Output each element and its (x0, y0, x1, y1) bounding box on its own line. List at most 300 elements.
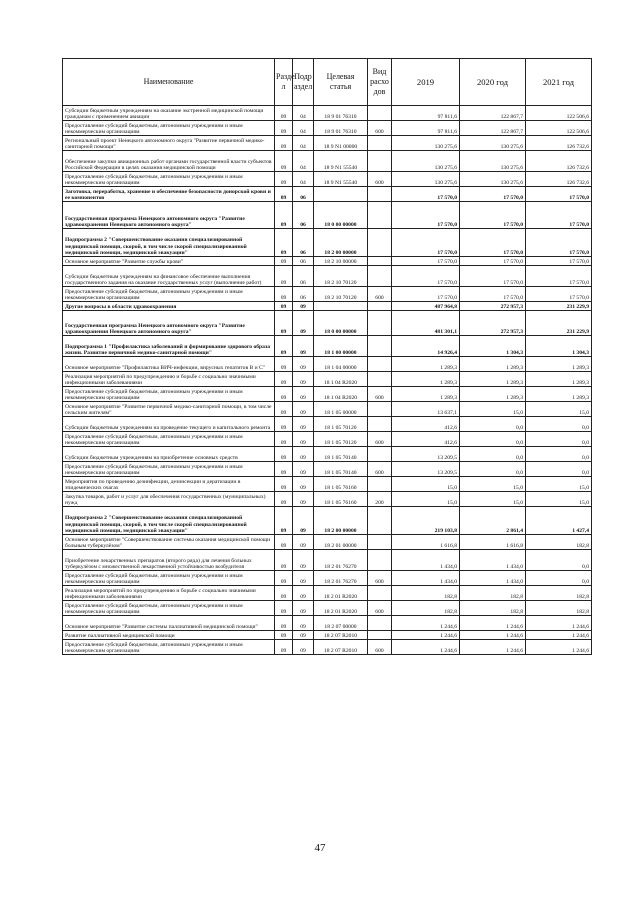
table-row (63, 311, 592, 336)
row-target-item: 18 2 10 00000 (314, 257, 368, 266)
table-row (63, 492, 592, 507)
row-target-item: 18 1 05 76160 (314, 492, 368, 507)
row-podrazdel: 09 (293, 640, 314, 655)
row-razdel: 09 (275, 601, 293, 616)
row-value-2021: 15,0 (526, 492, 592, 507)
row-target-item: 18 2 01 R2020 (314, 586, 368, 601)
page-number: 47 (314, 842, 326, 854)
table-row (63, 121, 592, 136)
row-razdel: 09 (275, 447, 293, 462)
row-name: Основное мероприятие "Развитие первичной медико-санитарной помощи, в том числе сельским жителям" (63, 402, 275, 417)
row-value-2019: 17 570,0 (392, 202, 460, 229)
row-value-2020: 1 434,0 (460, 571, 526, 586)
row-value-2019: 1 289,3 (392, 372, 460, 387)
row-razdel: 09 (275, 202, 293, 229)
row-value-2020: 0,0 (460, 417, 526, 432)
row-name: Приобретение лекарственных препаратов (второго ряда) для лечения больных туберкулёзом с множественной лекарственной устойчивостью возбудителя (63, 550, 275, 571)
table-row (63, 106, 592, 121)
row-podrazdel: 04 (293, 106, 314, 121)
row-expense-type (368, 550, 392, 571)
row-razdel: 09 (275, 631, 293, 640)
row-expense-type (368, 417, 392, 432)
row-razdel: 09 (275, 106, 293, 121)
row-target-item: 18 2 00 00000 (314, 507, 368, 535)
col-header-2020: 2020 год (460, 59, 526, 106)
row-expense-type (368, 257, 392, 266)
row-value-2021: 17 570,0 (526, 287, 592, 302)
table-row (63, 229, 592, 257)
row-value-2019: 17 570,0 (392, 229, 460, 257)
row-razdel: 09 (275, 432, 293, 447)
table-row (63, 172, 592, 187)
row-value-2021: 1 289,3 (526, 372, 592, 387)
row-name: Мероприятия по проведению дезинфекции, дезинсекции и дератизации в эпидемических очагах (63, 477, 275, 492)
row-podrazdel: 09 (293, 447, 314, 462)
row-value-2019: 130 275,6 (392, 172, 460, 187)
row-razdel: 09 (275, 287, 293, 302)
row-expense-type (368, 372, 392, 387)
table-row (63, 372, 592, 387)
row-name: Основное мероприятие "Профилактика ВИЧ-инфекции, вирусных гепатитов В и С" (63, 357, 275, 372)
row-expense-type (368, 311, 392, 336)
row-value-2020: 182,8 (460, 601, 526, 616)
row-expense-type (368, 266, 392, 287)
table-row (63, 571, 592, 586)
row-value-2021: 17 570,0 (526, 229, 592, 257)
row-value-2020: 0,0 (460, 462, 526, 477)
row-value-2021: 17 570,0 (526, 187, 592, 202)
row-value-2021: 17 570,0 (526, 257, 592, 266)
row-target-item: 18 0 00 00000 (314, 311, 368, 336)
row-expense-type: 600 (368, 571, 392, 586)
col-header-2019: 2019 (392, 59, 460, 106)
row-razdel: 09 (275, 187, 293, 202)
row-value-2021: 0,0 (526, 447, 592, 462)
col-header-target-item: Целевая статья (314, 59, 368, 106)
table-row (63, 302, 592, 311)
row-name: Заготовка, переработка, хранение и обеспечение безопасности донорской крови и ее компонентов (63, 187, 275, 202)
row-name: Реализация мероприятий по предупреждению и борьбе с социально значимыми инфекционными заболеваниями (63, 586, 275, 601)
row-value-2020: 1 244,6 (460, 640, 526, 655)
row-target-item: 18 9 01 76310 (314, 106, 368, 121)
table-row (63, 151, 592, 172)
row-value-2019: 1 434,0 (392, 571, 460, 586)
budget-table (62, 58, 592, 655)
row-podrazdel: 09 (293, 492, 314, 507)
row-expense-type: 600 (368, 432, 392, 447)
row-expense-type (368, 357, 392, 372)
row-value-2019: 1 244,6 (392, 616, 460, 631)
row-target-item: 18 9 01 76310 (314, 121, 368, 136)
row-expense-type: 600 (368, 287, 392, 302)
table-row (63, 202, 592, 229)
row-name: Предоставление субсидий бюджетным, автономным учреждениям и иным некоммерческим организациям (63, 387, 275, 402)
row-value-2020: 0,0 (460, 432, 526, 447)
row-name: Предоставление субсидий бюджетным, автономным учреждениям и иным некоммерческим организациям (63, 462, 275, 477)
row-value-2021: 126 732,6 (526, 151, 592, 172)
table-row (63, 477, 592, 492)
row-razdel: 09 (275, 311, 293, 336)
row-podrazdel: 09 (293, 417, 314, 432)
row-value-2019: 15,0 (392, 492, 460, 507)
row-value-2020: 2 861,4 (460, 507, 526, 535)
row-expense-type (368, 447, 392, 462)
row-target-item: 18 2 07 R2010 (314, 640, 368, 655)
row-value-2021: 0,0 (526, 417, 592, 432)
row-value-2019: 1 289,3 (392, 357, 460, 372)
row-value-2019: 17 570,0 (392, 257, 460, 266)
row-target-item: 18 2 10 70120 (314, 266, 368, 287)
row-value-2020: 182,8 (460, 586, 526, 601)
row-razdel: 09 (275, 136, 293, 151)
row-razdel: 09 (275, 507, 293, 535)
row-value-2021: 1 244,6 (526, 640, 592, 655)
row-value-2020: 1 304,3 (460, 336, 526, 357)
row-target-item: 18 1 05 70120 (314, 417, 368, 432)
row-value-2019: 412,6 (392, 432, 460, 447)
row-podrazdel: 09 (293, 357, 314, 372)
row-value-2019: 15,0 (392, 477, 460, 492)
row-value-2021: 15,0 (526, 477, 592, 492)
table-row (63, 631, 592, 640)
table-row (63, 601, 592, 616)
row-value-2019: 17 570,0 (392, 287, 460, 302)
row-razdel: 09 (275, 550, 293, 571)
row-name: Государственная программа Ненецкого автономного округа "Развитие здравоохранения Ненецкого автономного округа" (63, 311, 275, 336)
row-razdel: 09 (275, 492, 293, 507)
row-expense-type (368, 402, 392, 417)
row-value-2021: 182,8 (526, 535, 592, 550)
row-target-item (314, 187, 368, 202)
row-podrazdel: 09 (293, 432, 314, 447)
row-podrazdel: 06 (293, 257, 314, 266)
row-value-2019: 17 570,0 (392, 187, 460, 202)
row-name: Предоставление субсидий бюджетным, автономным учреждениям и иным некоммерческим организациям (63, 601, 275, 616)
row-expense-type (368, 507, 392, 535)
row-value-2019: 182,8 (392, 586, 460, 601)
row-target-item: 18 2 00 00000 (314, 229, 368, 257)
row-value-2019: 130 275,6 (392, 151, 460, 172)
row-value-2021: 1 244,6 (526, 631, 592, 640)
row-expense-type: 200 (368, 492, 392, 507)
row-value-2021: 17 570,0 (526, 266, 592, 287)
row-razdel: 09 (275, 229, 293, 257)
row-podrazdel: 09 (293, 477, 314, 492)
row-razdel: 09 (275, 477, 293, 492)
row-value-2019: 97 811,6 (392, 121, 460, 136)
row-target-item: 18 1 05 00000 (314, 402, 368, 417)
row-razdel: 09 (275, 616, 293, 631)
row-razdel: 09 (275, 462, 293, 477)
row-podrazdel: 04 (293, 136, 314, 151)
row-name: Предоставление субсидий бюджетным, автономным учреждениям и иным некоммерческим организациям (63, 172, 275, 187)
row-razdel: 09 (275, 357, 293, 372)
row-expense-type (368, 106, 392, 121)
row-value-2019: 13 209,5 (392, 447, 460, 462)
row-value-2019: 130 275,6 (392, 136, 460, 151)
row-podrazdel: 04 (293, 121, 314, 136)
row-podrazdel: 09 (293, 550, 314, 571)
row-name: Основное мероприятие "Совершенствование системы оказания медицинской помощи больным туберкулёзом" (63, 535, 275, 550)
row-name: Субсидии бюджетным учреждениям на финансовое обеспечение выполнения государственного задания на оказание государственных услуг (выполнение работ) (63, 266, 275, 287)
row-razdel: 09 (275, 387, 293, 402)
row-value-2020: 15,0 (460, 402, 526, 417)
row-podrazdel: 09 (293, 535, 314, 550)
row-podrazdel: 06 (293, 287, 314, 302)
row-podrazdel: 09 (293, 586, 314, 601)
row-name: Субсидии бюджетным учреждениям на проведение текущего и капитального ремонта (63, 417, 275, 432)
row-podrazdel: 09 (293, 571, 314, 586)
row-value-2021: 1 304,3 (526, 336, 592, 357)
row-target-item: 18 2 01 R2020 (314, 601, 368, 616)
row-podrazdel: 09 (293, 302, 314, 311)
row-name: Подпрограмма 2 "Совершенствование оказания специализированной медицинской помощи, скорой, в том числе скорой специализированной медицинской помощи, медицинской эвакуации" (63, 507, 275, 535)
row-value-2020: 17 570,0 (460, 287, 526, 302)
row-target-item: 18 2 07 00000 (314, 616, 368, 631)
row-value-2021: 17 570,0 (526, 202, 592, 229)
row-razdel: 09 (275, 257, 293, 266)
row-value-2021: 1 289,3 (526, 357, 592, 372)
row-value-2019: 1 244,6 (392, 640, 460, 655)
row-value-2020: 1 434,0 (460, 550, 526, 571)
row-expense-type (368, 202, 392, 229)
row-name: Предоставление субсидий бюджетным, автономным учреждениям и иным некоммерческим организациям (63, 121, 275, 136)
table-row (63, 336, 592, 357)
row-razdel: 09 (275, 372, 293, 387)
row-name: Субсидии бюджетным учреждениям на оказание экстренной медицинской помощи гражданам с применением авиации (63, 106, 275, 121)
row-name: Другие вопросы в области здравоохранения (63, 302, 275, 311)
table-row (63, 640, 592, 655)
row-value-2020: 1 289,3 (460, 387, 526, 402)
row-expense-type (368, 302, 392, 311)
row-expense-type: 600 (368, 121, 392, 136)
row-value-2019: 1 244,6 (392, 631, 460, 640)
col-header-expense-type: Вид расхо дов (368, 59, 392, 106)
row-podrazdel: 04 (293, 172, 314, 187)
row-podrazdel: 06 (293, 229, 314, 257)
row-target-item: 18 2 01 00000 (314, 535, 368, 550)
row-value-2021: 0,0 (526, 571, 592, 586)
row-name: Подпрограмма 2 "Совершенствование оказания специализированной медицинской помощи, скорой, в том числе скорой специализированной медицинской помощи, медицинской эвакуации" (63, 229, 275, 257)
row-value-2020: 1 244,6 (460, 631, 526, 640)
row-expense-type (368, 631, 392, 640)
row-value-2020: 1 244,6 (460, 616, 526, 631)
row-value-2019: 13 209,5 (392, 462, 460, 477)
row-expense-type (368, 586, 392, 601)
row-target-item: 18 1 05 76160 (314, 477, 368, 492)
row-value-2020: 1 289,3 (460, 372, 526, 387)
row-expense-type (368, 136, 392, 151)
table-row (63, 616, 592, 631)
row-name: Основное мероприятие "Развитие системы паллиативной медицинской помощи" (63, 616, 275, 631)
row-target-item: 18 9 N1 00000 (314, 136, 368, 151)
row-value-2020: 130 275,6 (460, 151, 526, 172)
row-razdel: 09 (275, 336, 293, 357)
row-name: Основное мероприятие "Развитие службы крови" (63, 257, 275, 266)
row-podrazdel: 09 (293, 462, 314, 477)
row-value-2021: 122 506,6 (526, 121, 592, 136)
row-value-2020: 17 570,0 (460, 257, 526, 266)
row-value-2020: 1 616,8 (460, 535, 526, 550)
table-row (63, 187, 592, 202)
row-value-2021: 1 289,3 (526, 387, 592, 402)
row-value-2021: 231 229,9 (526, 302, 592, 311)
row-expense-type (368, 477, 392, 492)
row-name: Обеспечение закупки авиационных работ органами государственной власти субъектов Российской Федерации в целях оказания медицинской помощи (63, 151, 275, 172)
table-header-row (63, 59, 592, 106)
row-podrazdel: 06 (293, 202, 314, 229)
row-podrazdel: 06 (293, 187, 314, 202)
row-target-item: 18 9 N1 55540 (314, 172, 368, 187)
row-expense-type (368, 336, 392, 357)
row-expense-type: 600 (368, 387, 392, 402)
row-razdel: 09 (275, 266, 293, 287)
row-target-item: 18 9 N1 55540 (314, 151, 368, 172)
row-podrazdel: 09 (293, 616, 314, 631)
row-value-2021: 15,0 (526, 402, 592, 417)
col-header-podrazdel: Подр аздел (293, 59, 314, 106)
row-value-2019: 1 616,8 (392, 535, 460, 550)
row-razdel: 09 (275, 417, 293, 432)
row-value-2019: 219 103,8 (392, 507, 460, 535)
row-value-2021: 126 732,6 (526, 136, 592, 151)
row-value-2020: 130 275,6 (460, 136, 526, 151)
row-value-2020: 130 275,6 (460, 172, 526, 187)
table-row (63, 550, 592, 571)
row-value-2021: 1 427,4 (526, 507, 592, 535)
row-name: Государственная программа Ненецкого автономного округа "Развитие здравоохранения Ненецкого автономного округа" (63, 202, 275, 229)
row-value-2021: 0,0 (526, 462, 592, 477)
row-target-item: 18 1 04 R2020 (314, 387, 368, 402)
row-razdel: 09 (275, 151, 293, 172)
row-value-2019: 14 926,4 (392, 336, 460, 357)
row-value-2020: 17 570,0 (460, 187, 526, 202)
row-podrazdel: 09 (293, 372, 314, 387)
row-value-2021: 1 244,6 (526, 616, 592, 631)
row-name: Предоставление субсидий бюджетным, автономным учреждениям и иным некоммерческим организациям (63, 287, 275, 302)
row-value-2021: 122 506,6 (526, 106, 592, 121)
row-razdel: 09 (275, 586, 293, 601)
row-razdel: 09 (275, 302, 293, 311)
row-razdel: 09 (275, 571, 293, 586)
row-name: Предоставление субсидий бюджетным, автономным учреждениям и иным некоммерческим организациям (63, 640, 275, 655)
row-name: Субсидии бюджетным учреждениям на приобретение основных средств (63, 447, 275, 462)
table-row (63, 402, 592, 417)
row-podrazdel: 06 (293, 266, 314, 287)
row-value-2021: 182,8 (526, 601, 592, 616)
row-value-2021: 182,8 (526, 586, 592, 601)
row-expense-type: 600 (368, 172, 392, 187)
row-value-2020: 122 867,7 (460, 121, 526, 136)
row-value-2020: 15,0 (460, 477, 526, 492)
row-expense-type (368, 151, 392, 172)
row-name: Подпрограмма 1 "Профилактика заболеваний и формирование здорового образа жизни. Развитие первичной медико-санитарной помощи" (63, 336, 275, 357)
row-name: Региональный проект Ненецкого автономного округа "Развитие первичной медико-санитарной помощи" (63, 136, 275, 151)
row-target-item: 18 0 00 00000 (314, 202, 368, 229)
row-expense-type (368, 535, 392, 550)
row-podrazdel: 09 (293, 387, 314, 402)
table-row (63, 447, 592, 462)
row-podrazdel: 04 (293, 151, 314, 172)
row-value-2019: 17 570,0 (392, 266, 460, 287)
table-row (63, 535, 592, 550)
row-razdel: 09 (275, 402, 293, 417)
row-value-2019: 13 637,1 (392, 402, 460, 417)
row-target-item: 18 1 05 70140 (314, 447, 368, 462)
table-row (63, 357, 592, 372)
row-expense-type (368, 187, 392, 202)
row-expense-type (368, 616, 392, 631)
row-expense-type: 600 (368, 640, 392, 655)
table-row (63, 462, 592, 477)
row-target-item: 18 1 04 00000 (314, 357, 368, 372)
row-value-2020: 272 957,3 (460, 311, 526, 336)
table-row (63, 287, 592, 302)
row-expense-type (368, 229, 392, 257)
row-value-2019: 1 289,3 (392, 387, 460, 402)
row-value-2020: 0,0 (460, 447, 526, 462)
row-name: Предоставление субсидий бюджетным, автономным учреждениям и иным некоммерческим организациям (63, 432, 275, 447)
row-value-2020: 15,0 (460, 492, 526, 507)
row-expense-type: 600 (368, 462, 392, 477)
row-value-2019: 97 811,6 (392, 106, 460, 121)
table-row (63, 257, 592, 266)
row-razdel: 09 (275, 121, 293, 136)
table-body (63, 106, 592, 655)
row-podrazdel: 09 (293, 336, 314, 357)
row-value-2019: 1 434,0 (392, 550, 460, 571)
row-razdel: 09 (275, 172, 293, 187)
table-row (63, 586, 592, 601)
row-target-item: 18 1 05 70140 (314, 462, 368, 477)
row-value-2021: 231 229,9 (526, 311, 592, 336)
row-podrazdel: 09 (293, 507, 314, 535)
row-value-2021: 0,0 (526, 550, 592, 571)
table-row (63, 136, 592, 151)
row-value-2021: 126 732,6 (526, 172, 592, 187)
table-row (63, 417, 592, 432)
table-row (63, 387, 592, 402)
col-header-2021: 2021 год (526, 59, 592, 106)
row-expense-type: 600 (368, 601, 392, 616)
row-value-2019: 412,6 (392, 417, 460, 432)
row-target-item: 18 1 00 00000 (314, 336, 368, 357)
row-podrazdel: 09 (293, 402, 314, 417)
row-target-item (314, 302, 368, 311)
row-value-2019: 182,8 (392, 601, 460, 616)
row-value-2019: 487 964,8 (392, 302, 460, 311)
row-value-2019: 481 301,1 (392, 311, 460, 336)
row-target-item: 18 2 01 76270 (314, 550, 368, 571)
col-header-razdel: Разде л (275, 59, 293, 106)
row-name: Предоставление субсидий бюджетным, автономным учреждениям и иным некоммерческим организациям (63, 571, 275, 586)
row-razdel: 09 (275, 640, 293, 655)
row-value-2020: 122 867,7 (460, 106, 526, 121)
row-target-item: 18 1 04 R2020 (314, 372, 368, 387)
row-name: Развитие паллиативной медицинской помощи (63, 631, 275, 640)
row-value-2020: 272 957,3 (460, 302, 526, 311)
row-value-2020: 17 570,0 (460, 229, 526, 257)
row-target-item: 18 2 01 76270 (314, 571, 368, 586)
row-value-2020: 17 570,0 (460, 202, 526, 229)
table-row (63, 507, 592, 535)
row-target-item: 18 2 10 70120 (314, 287, 368, 302)
table-row (63, 266, 592, 287)
col-header-name: Наименование (63, 59, 275, 106)
row-value-2020: 17 570,0 (460, 266, 526, 287)
row-razdel: 09 (275, 535, 293, 550)
row-podrazdel: 09 (293, 631, 314, 640)
